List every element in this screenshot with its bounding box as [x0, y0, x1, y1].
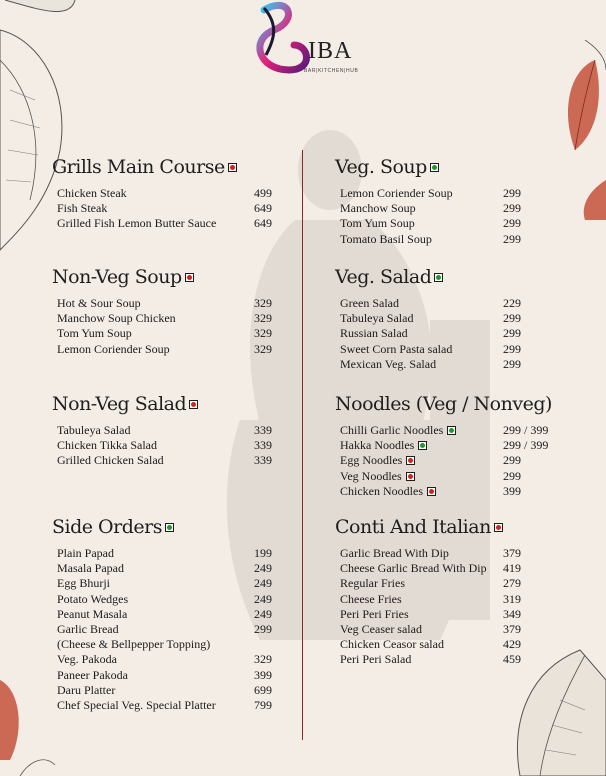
menu-item-name: [57, 311, 176, 326]
menu-item: [335, 576, 575, 591]
menu-item-name-text: Peri Peri Salad: [340, 652, 412, 667]
menu-item-name: [57, 607, 127, 622]
leaf-decoration-bottom-left: [0, 650, 60, 776]
menu-item-price: 299: [503, 326, 521, 341]
menu-item-name: [340, 576, 405, 591]
menu-item-name-text: Sweet Corn Pasta salad: [340, 341, 453, 356]
menu-item-price: 379: [503, 621, 521, 636]
menu-item-name-text: Egg Noodles: [340, 453, 403, 468]
menu-item-price: 419: [503, 561, 521, 576]
menu-item-price: 299: [503, 186, 521, 200]
menu-item: [335, 484, 575, 499]
menu-item: [52, 561, 297, 576]
menu-item-name: [57, 296, 141, 311]
menu-item-price: 299: [503, 453, 521, 468]
menu-item: [52, 546, 297, 561]
menu-item-name-text: Tabuleya Salad: [57, 423, 131, 437]
menu-item-name-text: Russian Salad: [340, 326, 408, 341]
menu-item-name-text: Chicken Steak: [57, 186, 127, 200]
menu-item-name-text: Mexican Veg. Salad: [340, 356, 437, 371]
menu-item-name-text: Veg Ceaser salad: [340, 621, 422, 636]
menu-item-name-text: Chicken Ceasor salad: [340, 637, 444, 652]
menu-item: [335, 423, 575, 438]
section-title: Noodles (Veg / Nonveg): [335, 393, 552, 415]
menu-item: [335, 438, 575, 453]
menu-item: [52, 607, 297, 622]
menu-item-name-text: Peri Peri Fries: [340, 606, 409, 621]
menu-item: [52, 186, 297, 201]
menu-item: [335, 607, 575, 622]
menu-item-price: 249: [254, 561, 272, 576]
menu-item: [52, 296, 297, 311]
veg-mark-icon: [434, 273, 443, 282]
menu-item: [335, 469, 575, 484]
menu-item-price: 329: [254, 326, 272, 341]
menu-item: [52, 622, 297, 637]
menu-item-name: [57, 453, 164, 468]
nonveg-mark-icon: [406, 456, 415, 465]
menu-item-price: 299: [503, 201, 521, 216]
menu-item-price: 299: [503, 356, 521, 371]
menu-item-price: 299: [503, 311, 521, 326]
menu-item-name-text: Tabuleya Salad: [340, 311, 414, 326]
menu-item-price: 459: [503, 652, 521, 667]
column-divider: [302, 150, 303, 740]
veg-mark-icon: [447, 426, 456, 435]
menu-item-price: 299 / 399: [503, 423, 549, 437]
menu-item-price: 319: [503, 591, 521, 606]
menu-item-name-text: Chicken Noodles: [340, 483, 423, 498]
menu-item-name-text: Grilled Fish Lemon Butter Sauce: [57, 216, 217, 231]
brand-tagline: BAR|KITCHEN|HUB: [304, 68, 359, 74]
menu-item-name: [57, 326, 132, 341]
menu-item-name-text: Chicken Tikka Salad: [57, 438, 158, 453]
menu-item-name-text: Paneer Pakoda: [57, 667, 128, 682]
menu-item-name: [340, 652, 411, 667]
menu-item-name-text: Tomato Basil Soup: [340, 231, 432, 246]
nonveg-mark-icon: [185, 273, 194, 282]
menu-item: [52, 683, 297, 698]
menu-item-price: 329: [254, 341, 272, 356]
brand-name: IBA: [308, 38, 353, 64]
menu-item-name: [340, 357, 436, 372]
menu-item: [52, 698, 297, 713]
menu-item-name: [340, 546, 449, 561]
menu-item: [52, 201, 297, 216]
menu-item-name: [340, 438, 427, 453]
menu-item: [52, 453, 297, 468]
menu-item-price: 199: [254, 546, 272, 560]
section-veg-soup: [335, 156, 575, 247]
menu-item-price: 399: [254, 667, 272, 682]
menu-item-name-text: Lemon Coriender Soup: [340, 186, 453, 200]
menu-item-name-text: Cheese Garlic Bread With Dip: [340, 561, 487, 576]
menu-item-name-text: Chilli Garlic Noodles: [340, 423, 444, 437]
menu-item: [335, 357, 575, 372]
menu-item-name: [57, 201, 107, 216]
menu-item: [335, 216, 575, 231]
menu-item: [52, 668, 297, 683]
section-nonveg-soup: [52, 266, 297, 357]
menu-item: [335, 326, 575, 341]
menu-item-name: [57, 186, 127, 201]
menu-item-name-text: Tom Yum Soup: [340, 216, 415, 231]
menu-item-name-text: Hakka Noodles: [340, 438, 415, 453]
menu-item-name: [57, 216, 216, 231]
menu-item-name: [57, 438, 157, 453]
veg-mark-icon: [165, 523, 174, 532]
menu-item-name-text: Garlic Bread With Dip: [340, 546, 449, 560]
menu-item-name: [57, 698, 216, 713]
menu-item: [52, 423, 297, 438]
menu-item-name: [57, 342, 170, 357]
menu-item-name: [340, 296, 399, 311]
menu-item-name-text: Grilled Chicken Salad: [57, 453, 164, 468]
menu-item-name: [57, 576, 110, 591]
menu-item-price: 279: [503, 576, 521, 591]
nonveg-mark-icon: [494, 523, 503, 532]
section-title: Side Orders: [52, 516, 297, 538]
menu-item-price: 399: [503, 483, 521, 498]
veg-mark-icon: [430, 163, 439, 172]
menu-item-name-text: Plain Papad: [57, 546, 114, 560]
menu-item: [335, 592, 575, 607]
section-conti-italian: [335, 516, 575, 668]
menu-item-name: [340, 311, 413, 326]
menu-item: [52, 311, 297, 326]
menu-item-name: [340, 232, 432, 247]
menu-item-name: [340, 186, 453, 201]
section-title: Conti And Italian: [335, 516, 575, 538]
menu-item-name-text: (Cheese & Bellpepper Topping): [57, 637, 211, 652]
menu-item-name-text: Cheese Fries: [340, 591, 402, 606]
menu-item-name: [57, 668, 128, 683]
menu-item-name: [57, 561, 124, 576]
menu-item-name-text: Hot & Sour Soup: [57, 296, 141, 310]
menu-item-name-text: Peanut Masala: [57, 606, 128, 621]
menu-item-price: 299: [503, 341, 521, 356]
menu-item: [52, 576, 297, 591]
section-title: Non-Veg Salad: [52, 393, 297, 415]
menu-item-name-text: Fish Steak: [57, 201, 108, 216]
veg-mark-icon: [418, 441, 427, 450]
menu-item-name: [57, 622, 119, 637]
menu-item-price: 299: [503, 216, 521, 231]
nonveg-mark-icon: [228, 163, 237, 172]
section-noodles: [335, 393, 575, 499]
menu-item: [335, 201, 575, 216]
menu-item-name-text: Tom Yum Soup: [57, 326, 132, 341]
menu-item-name-text: Veg. Pakoda: [57, 652, 117, 667]
menu-item-price: 299: [503, 231, 521, 246]
menu-item: [335, 637, 575, 652]
menu-item: [335, 546, 575, 561]
menu-item: [335, 342, 575, 357]
nonveg-mark-icon: [427, 487, 436, 496]
menu-item: [52, 326, 297, 341]
menu-item: [335, 622, 575, 637]
menu-item: [52, 592, 297, 607]
menu-item-price: 649: [254, 201, 272, 216]
menu-item: [335, 561, 575, 576]
menu-item-price: 699: [254, 682, 272, 697]
menu-item-price: 799: [254, 697, 272, 712]
menu-item-name: [57, 423, 130, 438]
menu-item-price: 649: [254, 216, 272, 231]
menu-item: [52, 637, 297, 652]
menu-item-name: [340, 423, 456, 438]
menu-item: [335, 186, 575, 201]
menu-item-price: 229: [503, 296, 521, 310]
menu-item-name: [57, 652, 117, 667]
menu-item: [52, 438, 297, 453]
menu-item-price: 349: [503, 606, 521, 621]
menu-item-name-text: Masala Papad: [57, 561, 124, 576]
menu-item-name: [340, 326, 408, 341]
section-side-orders: [52, 516, 297, 713]
menu-item-name: [57, 546, 114, 561]
nonveg-mark-icon: [189, 400, 198, 409]
menu-item-name: [340, 637, 444, 652]
menu-item-price: 249: [254, 606, 272, 621]
menu-item: [335, 311, 575, 326]
menu-item: [52, 216, 297, 231]
menu-item-name: [57, 683, 115, 698]
menu-item-price: 339: [254, 423, 272, 437]
menu-item-price: 379: [503, 546, 521, 560]
menu-item-name-text: Manchow Soup Chicken: [57, 311, 176, 326]
menu-item-price: 299: [503, 468, 521, 483]
menu-item-name: [340, 469, 415, 484]
menu-item-name: [340, 216, 415, 231]
section-title: Veg. Salad: [335, 266, 575, 288]
section-nonveg-salad: [52, 393, 297, 469]
menu-item-price: 429: [503, 637, 521, 652]
menu-item: [52, 652, 297, 667]
menu-item-name-text: Potato Wedges: [57, 591, 129, 606]
menu-item-price: 329: [254, 296, 272, 310]
menu-item-name-text: Green Salad: [340, 296, 399, 310]
menu-item: [335, 296, 575, 311]
menu-item-name-text: Lemon Coriender Soup: [57, 341, 170, 356]
menu-item-price: 249: [254, 591, 272, 606]
menu-item-name-text: Regular Fries: [340, 576, 405, 591]
menu-item-price: 329: [254, 652, 272, 667]
menu-item-name: [340, 342, 452, 357]
menu-item-name: [340, 622, 422, 637]
nonveg-mark-icon: [406, 472, 415, 481]
menu-item-name: [340, 592, 402, 607]
section-title: Grills Main Course: [52, 156, 297, 178]
menu-item-name-text: Egg Bhurji: [57, 576, 110, 591]
menu-item-name-text: Manchow Soup: [340, 201, 416, 216]
menu-item-name: [340, 607, 409, 622]
menu-item-name-text: Daru Platter: [57, 682, 116, 697]
menu-item-name: [340, 453, 415, 468]
section-grills-main-course: [52, 156, 297, 232]
menu-item-name: [57, 637, 210, 652]
menu-item: [52, 342, 297, 357]
menu-item-price: 299: [254, 621, 272, 636]
menu-item-price: 249: [254, 576, 272, 591]
menu-item-name: [340, 201, 416, 216]
section-title: Non-Veg Soup: [52, 266, 297, 288]
menu-item-price: 329: [254, 311, 272, 326]
menu-item-name-text: Garlic Bread: [57, 621, 119, 636]
menu-item: [335, 232, 575, 247]
menu-item-price: 339: [254, 453, 272, 468]
section-veg-salad: [335, 266, 575, 372]
menu-item: [335, 652, 575, 667]
menu-item-name: [340, 561, 487, 576]
menu-item-price: 499: [254, 186, 272, 200]
menu-item-price: 299 / 399: [503, 438, 549, 453]
menu-item-name: [57, 592, 128, 607]
menu-item-name-text: Chef Special Veg. Special Platter: [57, 697, 216, 712]
menu-item-name: [340, 484, 436, 499]
menu-item-price: 339: [254, 438, 272, 453]
menu-item-name-text: Veg Noodles: [340, 468, 402, 483]
section-title: Veg. Soup: [335, 156, 575, 178]
menu-item: [335, 453, 575, 468]
